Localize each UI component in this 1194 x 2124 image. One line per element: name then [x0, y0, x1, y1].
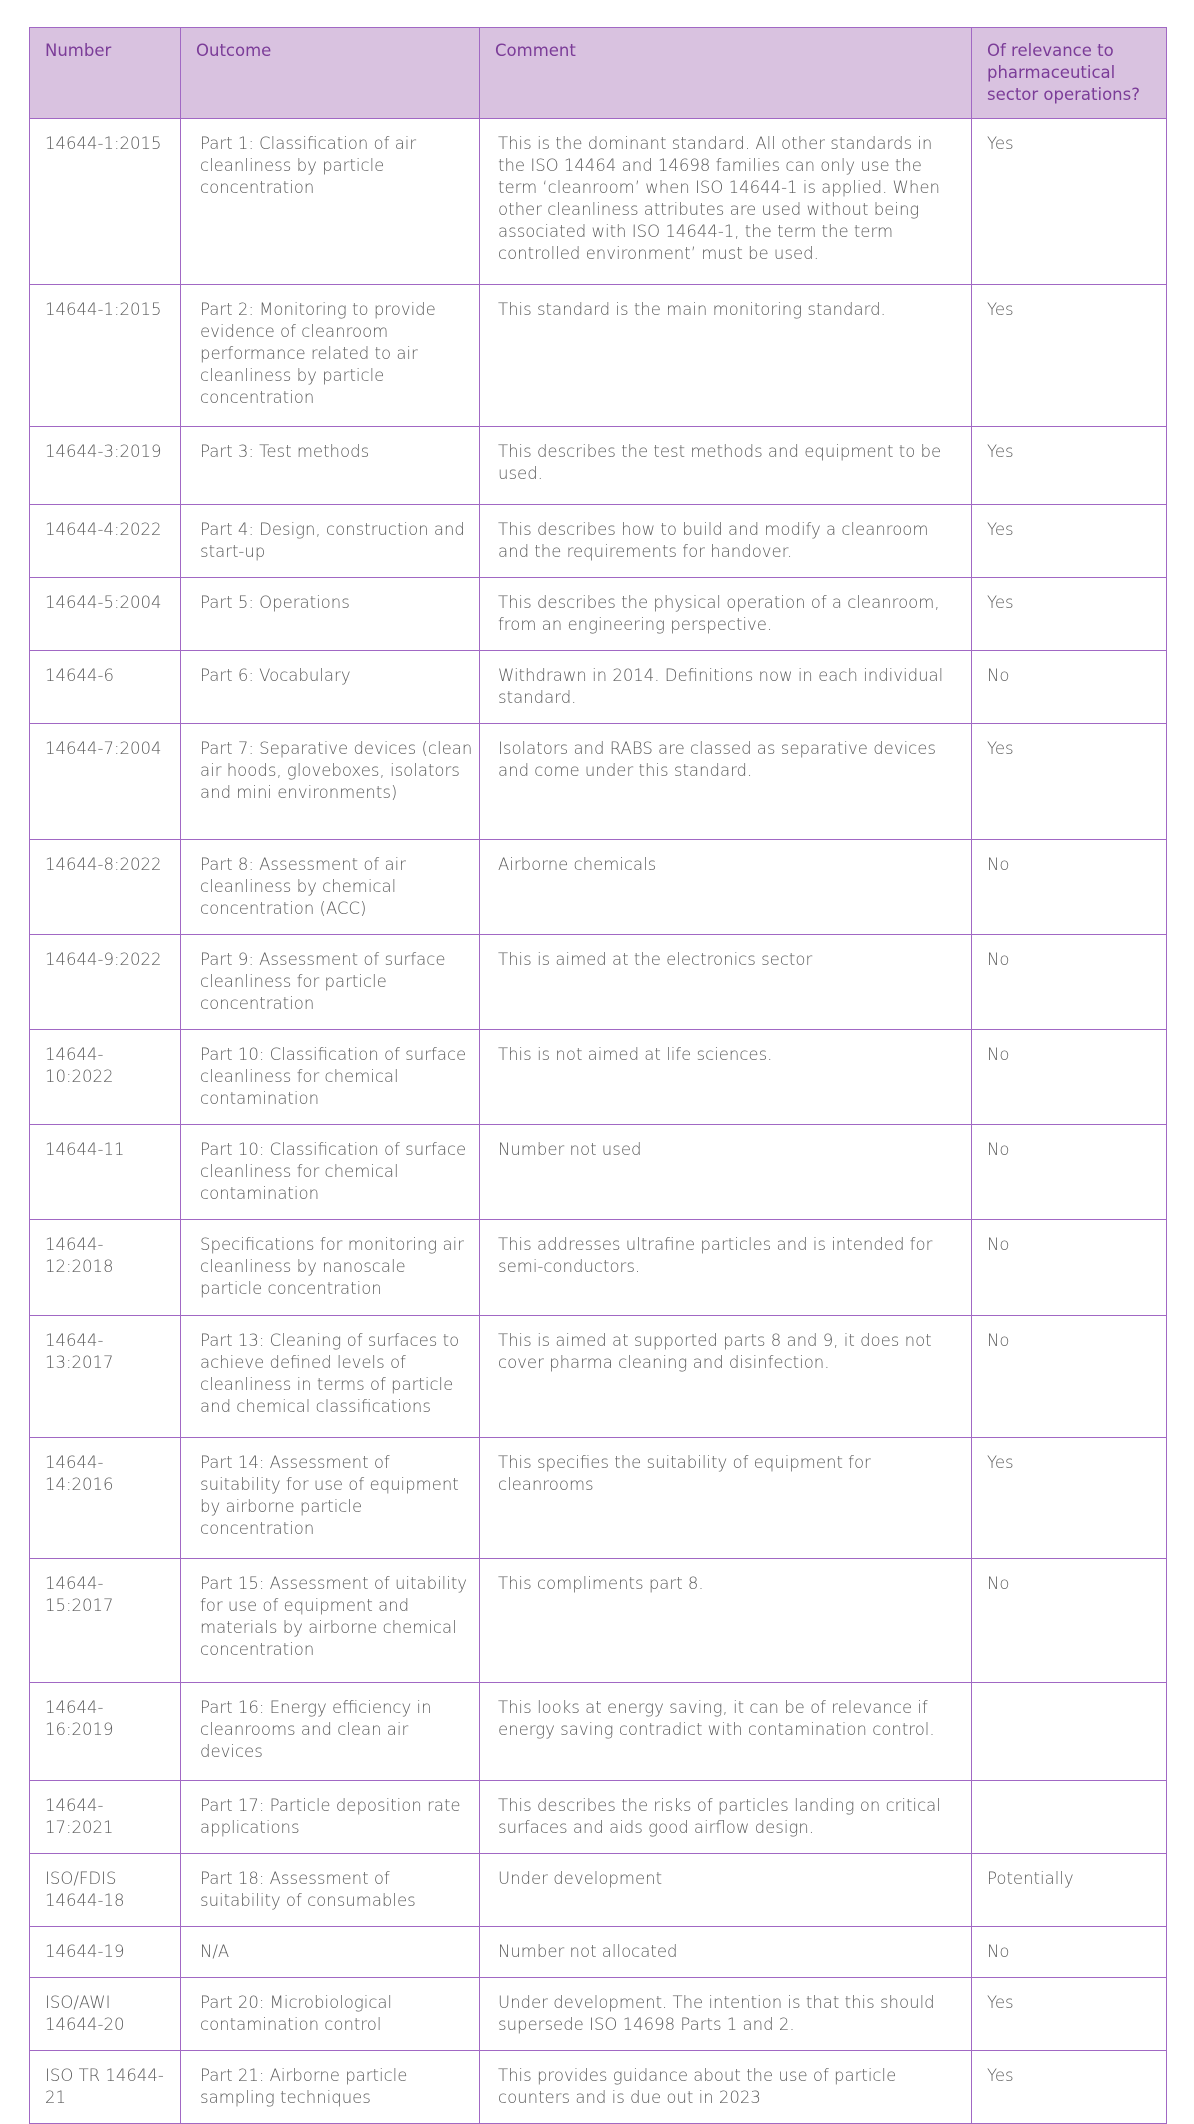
cell-number: 14644-15:2017 — [30, 1559, 181, 1683]
table-row — [30, 1316, 1167, 1438]
cell-comment: Number not allocated — [480, 1927, 972, 1978]
cell-relevance: Yes — [972, 427, 1167, 505]
table-row — [30, 651, 1167, 724]
cell-relevance: No — [972, 1220, 1167, 1316]
cell-relevance: No — [972, 1316, 1167, 1438]
cell-number: 14644-9:2022 — [30, 935, 181, 1030]
cell-outcome: Part 20: Microbiological contamination control — [181, 1978, 480, 2051]
cell-comment: This compliments part 8. — [480, 1559, 972, 1683]
cell-number: 14644-3:2019 — [30, 427, 181, 505]
table-row — [30, 2051, 1167, 2124]
cell-number: 14644-8:2022 — [30, 840, 181, 935]
table-row — [30, 1978, 1167, 2051]
cell-number: 14644-6 — [30, 651, 181, 724]
cell-comment: Isolators and RABS are classed as separative devices and come under this standard. — [480, 724, 972, 840]
cell-outcome: Part 10: Classification of surface cleanliness for chemical contamination — [181, 1030, 480, 1125]
cell-relevance: Yes — [972, 285, 1167, 427]
cell-outcome: Part 7: Separative devices (clean air hoods, gloveboxes, isolators and mini environments) — [181, 724, 480, 840]
table-header — [30, 28, 1167, 119]
cell-relevance: Potentially — [972, 1854, 1167, 1927]
cell-comment: This specifies the suitability of equipment for cleanrooms — [480, 1438, 972, 1559]
cell-number: 14644-1:2015 — [30, 285, 181, 427]
cell-comment: Under development. The intention is that this should supersede ISO 14698 Parts 1 and 2. — [480, 1978, 972, 2051]
cell-outcome: Part 3: Test methods — [181, 427, 480, 505]
cell-number: 14644-7:2004 — [30, 724, 181, 840]
cell-outcome: Part 6: Vocabulary — [181, 651, 480, 724]
cell-relevance: Yes — [972, 1978, 1167, 2051]
cell-comment: This describes the physical operation of a cleanroom, from an engineering perspective. — [480, 578, 972, 651]
cell-relevance — [972, 1781, 1167, 1854]
cell-number: 14644-10:2022 — [30, 1030, 181, 1125]
cell-number: 14644-12:2018 — [30, 1220, 181, 1316]
cell-number: ISO/AWI 14644-20 — [30, 1978, 181, 2051]
cell-relevance: No — [972, 1927, 1167, 1978]
table-row — [30, 840, 1167, 935]
header-relevance: Of relevance to pharmaceutical sector operations? — [972, 28, 1167, 119]
cell-comment: This is the dominant standard. All other standards in the ISO 14464 and 14698 families can only use the term ‘cleanroom’ when ISO 14644-1 is applied. When other cleanliness attributes are used without being associated with ISO 14644-1, the term the term controlled environment’ must be used. — [480, 119, 972, 285]
table-row — [30, 1030, 1167, 1125]
table-row — [30, 1220, 1167, 1316]
cell-outcome: Part 16: Energy efficiency in cleanrooms and clean air devices — [181, 1683, 480, 1781]
cell-comment: Withdrawn in 2014. Definitions now in each individual standard. — [480, 651, 972, 724]
cell-comment: Under development — [480, 1854, 972, 1927]
cell-relevance: Yes — [972, 505, 1167, 578]
cell-relevance: No — [972, 1559, 1167, 1683]
header-row — [30, 28, 1167, 119]
table-row — [30, 1438, 1167, 1559]
table-row — [30, 578, 1167, 651]
cell-relevance: Yes — [972, 724, 1167, 840]
cell-outcome: Part 13: Cleaning of surfaces to achieve defined levels of cleanliness in terms of particle and chemical classifications — [181, 1316, 480, 1438]
cell-comment: This is aimed at supported parts 8 and 9, it does not cover pharma cleaning and disinfection. — [480, 1316, 972, 1438]
table-row — [30, 1854, 1167, 1927]
cell-outcome: Specifications for monitoring air cleanliness by nanoscale particle concentration — [181, 1220, 480, 1316]
cell-comment: This provides guidance about the use of particle counters and is due out in 2023 — [480, 2051, 972, 2124]
table-row — [30, 724, 1167, 840]
cell-number: 14644-11 — [30, 1125, 181, 1220]
table-row — [30, 1781, 1167, 1854]
cell-relevance: Yes — [972, 1438, 1167, 1559]
cell-comment: Number not used — [480, 1125, 972, 1220]
cell-number: 14644-1:2015 — [30, 119, 181, 285]
cell-outcome: Part 9: Assessment of surface cleanliness for particle concentration — [181, 935, 480, 1030]
cell-number: 14644-19 — [30, 1927, 181, 1978]
cell-number: 14644-17:2021 — [30, 1781, 181, 1854]
table-row — [30, 1559, 1167, 1683]
cell-number: 14644-4:2022 — [30, 505, 181, 578]
cell-comment: This is not aimed at life sciences. — [480, 1030, 972, 1125]
table-row — [30, 935, 1167, 1030]
cell-relevance: No — [972, 935, 1167, 1030]
cell-outcome: Part 2: Monitoring to provide evidence of cleanroom performance related to air cleanliness by particle concentration — [181, 285, 480, 427]
cell-number: 14644-13:2017 — [30, 1316, 181, 1438]
cell-relevance: No — [972, 1125, 1167, 1220]
cell-outcome: Part 21: Airborne particle sampling techniques — [181, 2051, 480, 2124]
table-row — [30, 1683, 1167, 1781]
cell-number: 14644-16:2019 — [30, 1683, 181, 1781]
table-row — [30, 119, 1167, 285]
cell-outcome: Part 1: Classification of air cleanliness by particle concentration — [181, 119, 480, 285]
cell-number: ISO/FDIS 14644-18 — [30, 1854, 181, 1927]
cell-relevance: No — [972, 840, 1167, 935]
cell-relevance: No — [972, 1030, 1167, 1125]
cell-outcome: Part 15: Assessment of uitability for use of equipment and materials by airborne chemical concentration — [181, 1559, 480, 1683]
cell-number: ISO TR 14644-21 — [30, 2051, 181, 2124]
cell-comment: This looks at energy saving, it can be of relevance if energy saving contradict with contamination control. — [480, 1683, 972, 1781]
cell-outcome: Part 14: Assessment of suitability for use of equipment by airborne particle concentration — [181, 1438, 480, 1559]
cell-outcome: Part 5: Operations — [181, 578, 480, 651]
cell-comment: This describes the risks of particles landing on critical surfaces and aids good airflow design. — [480, 1781, 972, 1854]
iso-14644-standards-table — [29, 27, 1167, 2124]
table-row — [30, 427, 1167, 505]
cell-relevance: Yes — [972, 2051, 1167, 2124]
header-outcome: Outcome — [181, 28, 480, 119]
cell-number: 14644-5:2004 — [30, 578, 181, 651]
table-row — [30, 1125, 1167, 1220]
cell-relevance: No — [972, 651, 1167, 724]
cell-outcome: Part 18: Assessment of suitability of consumables — [181, 1854, 480, 1927]
cell-comment: This standard is the main monitoring standard. — [480, 285, 972, 427]
cell-comment: This is aimed at the electronics sector — [480, 935, 972, 1030]
cell-comment: This describes how to build and modify a cleanroom and the requirements for handover. — [480, 505, 972, 578]
table-row — [30, 505, 1167, 578]
header-comment: Comment — [480, 28, 972, 119]
header-number: Number — [30, 28, 181, 119]
table-row — [30, 285, 1167, 427]
table-body — [30, 119, 1167, 2124]
cell-comment: Airborne chemicals — [480, 840, 972, 935]
cell-comment: This addresses ultrafine particles and is intended for semi-conductors. — [480, 1220, 972, 1316]
cell-relevance — [972, 1683, 1167, 1781]
standards-table-container — [29, 27, 1166, 2124]
table-row — [30, 1927, 1167, 1978]
cell-relevance: Yes — [972, 119, 1167, 285]
cell-outcome: N/A — [181, 1927, 480, 1978]
cell-outcome: Part 17: Particle deposition rate applications — [181, 1781, 480, 1854]
cell-comment: This describes the test methods and equipment to be used. — [480, 427, 972, 505]
cell-outcome: Part 4: Design, construction and start-up — [181, 505, 480, 578]
cell-outcome: Part 8: Assessment of air cleanliness by chemical concentration (ACC) — [181, 840, 480, 935]
cell-relevance: Yes — [972, 578, 1167, 651]
cell-outcome: Part 10: Classification of surface cleanliness for chemical contamination — [181, 1125, 480, 1220]
cell-number: 14644-14:2016 — [30, 1438, 181, 1559]
